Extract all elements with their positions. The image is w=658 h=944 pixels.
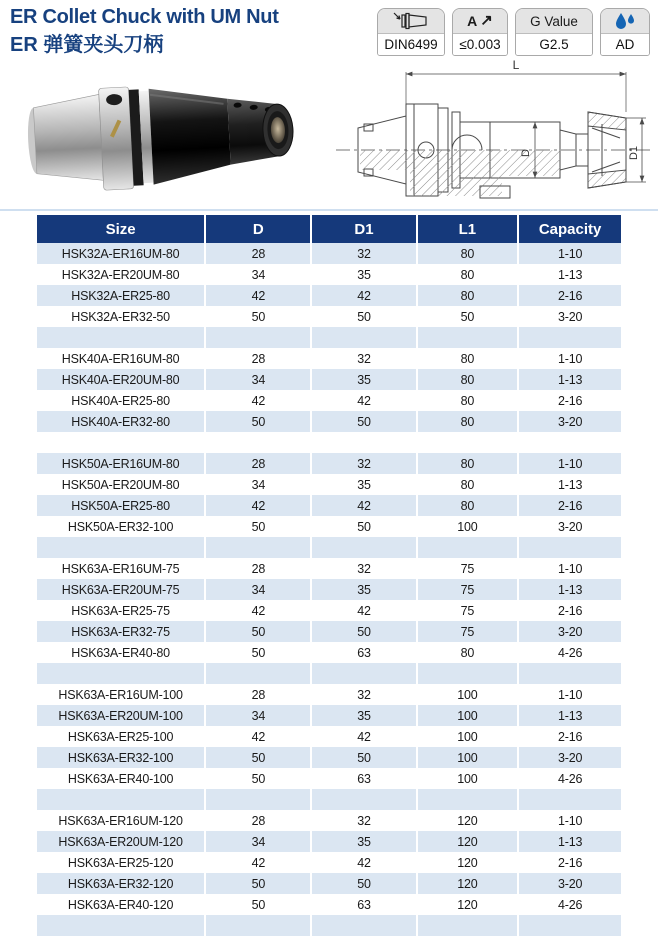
- cell-d: 34: [205, 579, 311, 600]
- page-title-en: ER Collet Chuck with UM Nut: [10, 6, 279, 28]
- cell-capacity: 3-20: [518, 306, 621, 327]
- cell-size: HSK32A-ER20UM-80: [61, 267, 180, 282]
- spacer-row: [37, 915, 621, 936]
- cell-d: 50: [205, 621, 311, 642]
- cell-d1: 35: [311, 264, 416, 285]
- spacer-row: [37, 537, 621, 558]
- table-row: [37, 600, 621, 621]
- column-header-size: Size: [37, 215, 205, 243]
- cell-d1: 42: [311, 852, 416, 873]
- spacer-cell: [518, 663, 621, 684]
- cell-d: 42: [205, 600, 311, 621]
- spec-table: [37, 215, 621, 936]
- cell-d: 50: [205, 768, 311, 789]
- cell-size: HSK63A-ER25-100: [67, 729, 174, 744]
- cell-capacity: 2-16: [518, 726, 621, 747]
- cell-d1: 50: [311, 747, 416, 768]
- cell-size: HSK63A-ER16UM-120: [58, 813, 183, 828]
- table-row: [37, 474, 621, 495]
- spacer-cell: [205, 537, 311, 558]
- spacer-row: [37, 663, 621, 684]
- cell-size: HSK32A-ER32-50: [71, 309, 170, 324]
- column-header-l1: L1: [417, 215, 519, 243]
- table-row: [37, 642, 621, 663]
- cell-l1: 100: [417, 747, 519, 768]
- cell-size: HSK63A-ER32-100: [67, 750, 174, 765]
- spacer-cell: [205, 432, 311, 453]
- table-row: [37, 894, 621, 915]
- cell-capacity: 4-26: [518, 768, 621, 789]
- spec-badges: [377, 8, 650, 56]
- badge-coolant: [600, 8, 650, 56]
- spacer-cell: [311, 915, 416, 936]
- table-row: [37, 243, 621, 264]
- table-row: [37, 453, 621, 474]
- cell-d: 50: [205, 411, 311, 432]
- spacer-cell: [205, 789, 311, 810]
- cell-l1: 50: [417, 306, 519, 327]
- cell-size: HSK63A-ER40-80: [71, 645, 170, 660]
- table-row: [37, 516, 621, 537]
- table-row: [37, 873, 621, 894]
- cell-l1: 100: [417, 768, 519, 789]
- page-title: [10, 4, 279, 60]
- cell-l1: 100: [417, 705, 519, 726]
- cell-d: 28: [205, 243, 311, 264]
- spacer-cell: [417, 789, 519, 810]
- cell-l1: 100: [417, 726, 519, 747]
- cell-d1: 35: [311, 369, 416, 390]
- spacer-row: [37, 789, 621, 810]
- cell-size: HSK63A-ER16UM-100: [58, 687, 183, 702]
- header-row: [37, 215, 621, 243]
- cell-capacity: 1-10: [518, 810, 621, 831]
- cell-size: HSK50A-ER16UM-80: [61, 456, 180, 471]
- cell-capacity: 1-10: [518, 348, 621, 369]
- cell-capacity: 2-16: [518, 852, 621, 873]
- cell-d1: 42: [311, 495, 416, 516]
- technical-drawing: [330, 58, 656, 210]
- cell-l1: 120: [417, 810, 519, 831]
- cell-l1: 120: [417, 873, 519, 894]
- cell-l1: 80: [417, 264, 519, 285]
- cell-capacity: 3-20: [518, 621, 621, 642]
- cell-l1: 80: [417, 474, 519, 495]
- cell-capacity: 3-20: [518, 516, 621, 537]
- table-row: [37, 285, 621, 306]
- cell-l1: 80: [417, 495, 519, 516]
- spacer-cell: [311, 432, 416, 453]
- cell-d: 28: [205, 684, 311, 705]
- cell-d: 50: [205, 894, 311, 915]
- product-photo: [15, 64, 315, 206]
- cell-d1: 32: [311, 558, 416, 579]
- spec-table-body: [37, 243, 621, 936]
- cell-capacity: 1-10: [518, 243, 621, 264]
- cell-d: 50: [205, 516, 311, 537]
- cell-size: HSK32A-ER25-80: [71, 288, 170, 303]
- spacer-row: [37, 327, 621, 348]
- cell-size: HSK50A-ER20UM-80: [61, 477, 180, 492]
- badge-g-value: [515, 8, 593, 56]
- cell-size: HSK63A-ER20UM-100: [58, 708, 183, 723]
- spacer-cell: [417, 915, 519, 936]
- badge-g-value-label: G Value: [516, 9, 592, 34]
- cell-d: 42: [205, 852, 311, 873]
- cell-size: HSK63A-ER32-75: [71, 624, 170, 639]
- cell-capacity: 1-10: [518, 684, 621, 705]
- spacer-cell: [37, 663, 205, 684]
- spacer-cell: [518, 789, 621, 810]
- cell-l1: 120: [417, 852, 519, 873]
- cell-l1: 80: [417, 390, 519, 411]
- cell-d1: 32: [311, 810, 416, 831]
- cell-l1: 80: [417, 642, 519, 663]
- cell-d: 50: [205, 642, 311, 663]
- table-row: [37, 831, 621, 852]
- table-row: [37, 369, 621, 390]
- table-row: [37, 579, 621, 600]
- cell-l1: 80: [417, 243, 519, 264]
- spacer-cell: [311, 327, 416, 348]
- cell-l1: 75: [417, 558, 519, 579]
- cell-d: 34: [205, 369, 311, 390]
- cell-capacity: 2-16: [518, 285, 621, 306]
- cell-capacity: 1-13: [518, 831, 621, 852]
- cell-d: 42: [205, 495, 311, 516]
- badge-g-value-value: G2.5: [516, 34, 592, 55]
- dim-label-L: L: [512, 58, 520, 72]
- table-row: [37, 705, 621, 726]
- cell-d1: 50: [311, 306, 416, 327]
- cell-l1: 100: [417, 684, 519, 705]
- badge-runout: [452, 8, 508, 56]
- cell-d: 50: [205, 306, 311, 327]
- coolant-drops-icon: [612, 11, 638, 31]
- cell-size: HSK40A-ER20UM-80: [61, 372, 180, 387]
- table-row: [37, 747, 621, 768]
- cell-size: HSK63A-ER32-120: [67, 876, 174, 891]
- spacer-cell: [37, 915, 205, 936]
- cell-l1: 80: [417, 411, 519, 432]
- cell-capacity: 2-16: [518, 495, 621, 516]
- dim-label-D: D: [520, 149, 532, 157]
- table-row: [37, 264, 621, 285]
- cell-d1: 32: [311, 348, 416, 369]
- spacer-cell: [518, 537, 621, 558]
- cell-d: 28: [205, 558, 311, 579]
- spacer-cell: [518, 432, 621, 453]
- table-row: [37, 852, 621, 873]
- spacer-cell: [417, 537, 519, 558]
- table-row: [37, 558, 621, 579]
- cell-d: 42: [205, 390, 311, 411]
- cell-l1: 75: [417, 600, 519, 621]
- spacer-cell: [37, 327, 205, 348]
- cell-d1: 42: [311, 600, 416, 621]
- badge-din6499-value: DIN6499: [378, 34, 444, 55]
- cell-size: HSK50A-ER25-80: [71, 498, 170, 513]
- cell-d: 34: [205, 474, 311, 495]
- cell-size: HSK63A-ER40-120: [67, 897, 174, 912]
- cell-d1: 32: [311, 684, 416, 705]
- spec-table-header: [37, 215, 621, 243]
- spacer-cell: [37, 537, 205, 558]
- spacer-cell: [518, 915, 621, 936]
- cell-d: 28: [205, 348, 311, 369]
- cell-d: 42: [205, 726, 311, 747]
- cell-capacity: 3-20: [518, 411, 621, 432]
- cell-d1: 63: [311, 768, 416, 789]
- cell-d1: 42: [311, 726, 416, 747]
- cell-size: HSK32A-ER16UM-80: [61, 246, 180, 261]
- badge-din6499: [377, 8, 445, 56]
- cell-d: 50: [205, 873, 311, 894]
- cell-capacity: 1-13: [518, 579, 621, 600]
- cell-capacity: 3-20: [518, 873, 621, 894]
- cell-d: 50: [205, 747, 311, 768]
- cell-l1: 80: [417, 369, 519, 390]
- cell-l1: 75: [417, 579, 519, 600]
- spacer-cell: [205, 663, 311, 684]
- cell-l1: 80: [417, 348, 519, 369]
- cell-d1: 63: [311, 894, 416, 915]
- collet-chuck-icon: [390, 11, 432, 31]
- spacer-cell: [37, 432, 205, 453]
- dim-label-D1: D1: [628, 145, 640, 161]
- table-row: [37, 768, 621, 789]
- cell-d1: 35: [311, 579, 416, 600]
- cell-size: HSK40A-ER25-80: [71, 393, 170, 408]
- table-row: [37, 348, 621, 369]
- cell-size: HSK63A-ER25-75: [71, 603, 170, 618]
- cell-d1: 35: [311, 705, 416, 726]
- badge-runout-label: A: [467, 13, 478, 29]
- badge-runout-value: ≤0.003: [453, 34, 507, 55]
- cell-size: HSK50A-ER32-100: [67, 519, 174, 534]
- section-divider: [0, 209, 658, 211]
- cell-capacity: 4-26: [518, 894, 621, 915]
- cell-d1: 63: [311, 642, 416, 663]
- cell-capacity: 1-13: [518, 705, 621, 726]
- cell-size: HSK63A-ER40-100: [67, 771, 174, 786]
- cell-capacity: 1-10: [518, 453, 621, 474]
- cell-l1: 100: [417, 516, 519, 537]
- cell-d: 34: [205, 831, 311, 852]
- cell-capacity: 1-13: [518, 264, 621, 285]
- cell-d: 34: [205, 264, 311, 285]
- cell-d1: 50: [311, 621, 416, 642]
- table-row: [37, 390, 621, 411]
- page-title-zh: ER 弹簧夹头刀柄: [10, 34, 164, 56]
- column-header-capacity: Capacity: [518, 215, 621, 243]
- cell-capacity: 3-20: [518, 747, 621, 768]
- cell-d1: 35: [311, 474, 416, 495]
- cell-d: 28: [205, 810, 311, 831]
- spacer-cell: [417, 663, 519, 684]
- column-header-d1: D1: [311, 215, 416, 243]
- cell-size: HSK63A-ER20UM-75: [61, 582, 180, 597]
- spacer-cell: [311, 789, 416, 810]
- spacer-cell: [205, 915, 311, 936]
- cell-d1: 42: [311, 390, 416, 411]
- cell-d1: 32: [311, 243, 416, 264]
- cell-d1: 42: [311, 285, 416, 306]
- cell-capacity: 2-16: [518, 600, 621, 621]
- cell-l1: 80: [417, 453, 519, 474]
- spacer-cell: [417, 432, 519, 453]
- cell-l1: 80: [417, 285, 519, 306]
- spacer-cell: [518, 327, 621, 348]
- cell-size: HSK40A-ER16UM-80: [61, 351, 180, 366]
- spacer-cell: [311, 663, 416, 684]
- runout-arrow-icon: ↗: [480, 11, 493, 29]
- cell-d1: 35: [311, 831, 416, 852]
- cell-d1: 32: [311, 453, 416, 474]
- table-row: [37, 621, 621, 642]
- table-row: [37, 684, 621, 705]
- spacer-row: [37, 432, 621, 453]
- badge-coolant-value: AD: [601, 34, 649, 55]
- spacer-cell: [205, 327, 311, 348]
- cell-capacity: 2-16: [518, 390, 621, 411]
- cell-capacity: 1-13: [518, 474, 621, 495]
- cell-d: 28: [205, 453, 311, 474]
- cell-capacity: 1-10: [518, 558, 621, 579]
- cell-d: 34: [205, 705, 311, 726]
- table-row: [37, 495, 621, 516]
- cell-size: HSK63A-ER20UM-120: [58, 834, 183, 849]
- cell-size: HSK63A-ER25-120: [67, 855, 174, 870]
- cell-l1: 120: [417, 894, 519, 915]
- spacer-cell: [37, 789, 205, 810]
- cell-size: HSK63A-ER16UM-75: [61, 561, 180, 576]
- cell-d: 42: [205, 285, 311, 306]
- cell-d1: 50: [311, 516, 416, 537]
- table-row: [37, 726, 621, 747]
- cell-l1: 75: [417, 621, 519, 642]
- table-row: [37, 306, 621, 327]
- spacer-cell: [311, 537, 416, 558]
- cell-d1: 50: [311, 411, 416, 432]
- table-row: [37, 411, 621, 432]
- column-header-d: D: [205, 215, 311, 243]
- cell-capacity: 4-26: [518, 642, 621, 663]
- cell-d1: 50: [311, 873, 416, 894]
- cell-capacity: 1-13: [518, 369, 621, 390]
- table-row: [37, 810, 621, 831]
- spacer-cell: [417, 327, 519, 348]
- cell-l1: 120: [417, 831, 519, 852]
- cell-size: HSK40A-ER32-80: [71, 414, 170, 429]
